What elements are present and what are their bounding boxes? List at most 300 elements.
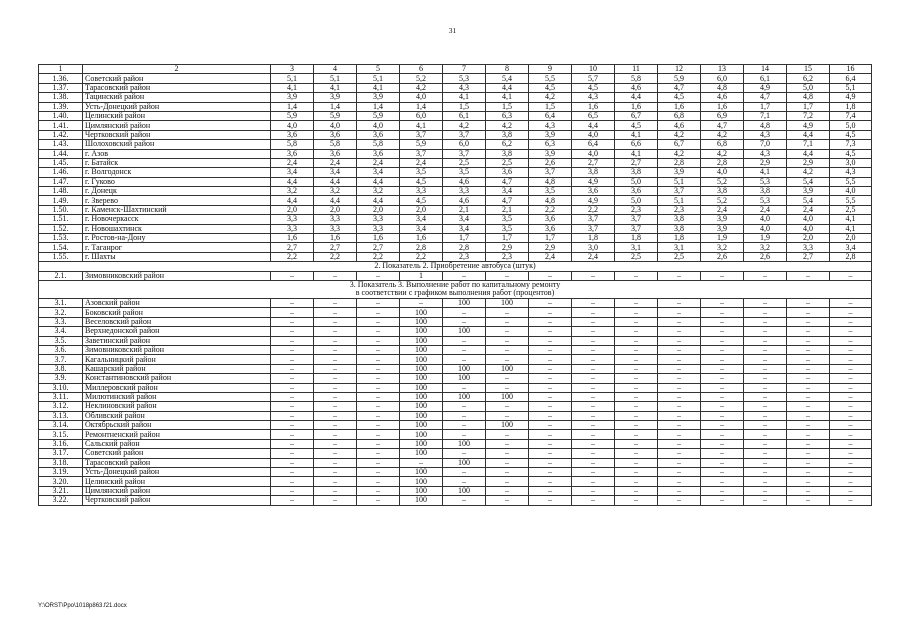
value-cell: 5,1 <box>314 74 357 83</box>
value-cell: 3,5 <box>486 224 529 233</box>
value-cell: – <box>271 430 314 439</box>
value-cell: 4,1 <box>615 149 658 158</box>
value-cell: – <box>572 298 615 307</box>
value-cell: – <box>615 430 658 439</box>
value-cell: – <box>701 364 744 373</box>
value-cell: 4,5 <box>830 149 872 158</box>
value-cell: – <box>658 477 701 486</box>
value-cell: 100 <box>400 336 443 345</box>
value-cell: – <box>486 468 529 477</box>
value-cell: 3,3 <box>271 215 314 224</box>
value-cell: – <box>271 477 314 486</box>
table-row <box>39 468 872 477</box>
value-cell: 1,8 <box>830 102 872 111</box>
territory-name-cell: Миллеровский район <box>83 383 271 392</box>
value-cell: 3,7 <box>615 215 658 224</box>
table-row <box>39 336 872 345</box>
value-cell: – <box>744 308 787 317</box>
value-cell: 3,4 <box>830 243 872 252</box>
value-cell: 4,1 <box>615 130 658 139</box>
value-cell: – <box>529 430 572 439</box>
value-cell: – <box>572 336 615 345</box>
value-cell: – <box>830 336 872 345</box>
value-cell: – <box>615 374 658 383</box>
value-cell: – <box>443 355 486 364</box>
row-number-cell: 1.52. <box>39 224 83 233</box>
value-cell: – <box>787 430 830 439</box>
value-cell: 1,7 <box>787 102 830 111</box>
value-cell: 5,9 <box>314 111 357 120</box>
table-row <box>39 83 872 92</box>
value-cell: 4,4 <box>787 130 830 139</box>
value-cell: 4,0 <box>787 224 830 233</box>
territory-name-cell: г. Батайск <box>83 158 271 167</box>
value-cell: – <box>357 468 400 477</box>
value-cell: – <box>357 421 400 430</box>
value-cell: – <box>529 411 572 420</box>
value-cell: 5,1 <box>830 83 872 92</box>
value-cell: 2,4 <box>357 158 400 167</box>
row-number-cell: 3.3. <box>39 317 83 326</box>
value-cell: 2,5 <box>443 158 486 167</box>
value-cell: – <box>830 327 872 336</box>
value-cell: 2,9 <box>744 158 787 167</box>
value-cell: 2,2 <box>572 205 615 214</box>
value-cell: – <box>787 449 830 458</box>
value-cell: 100 <box>443 458 486 467</box>
value-cell: – <box>701 439 744 448</box>
value-cell: 4,2 <box>400 83 443 92</box>
value-cell: 4,8 <box>787 93 830 102</box>
value-cell: 2,3 <box>615 205 658 214</box>
value-cell: 7,1 <box>787 140 830 149</box>
row-number-cell: 1.44. <box>39 149 83 158</box>
value-cell: – <box>787 486 830 495</box>
value-cell: – <box>529 364 572 373</box>
value-cell: – <box>357 477 400 486</box>
value-cell: 4,7 <box>744 93 787 102</box>
value-cell: 5,0 <box>787 83 830 92</box>
value-cell: 2,5 <box>486 158 529 167</box>
value-cell: 7,1 <box>744 111 787 120</box>
value-cell: 2,5 <box>658 252 701 261</box>
value-cell: 2,9 <box>787 158 830 167</box>
value-cell: – <box>701 271 744 280</box>
table-row <box>39 74 872 83</box>
value-cell: 3,8 <box>486 130 529 139</box>
value-cell: – <box>357 430 400 439</box>
value-cell: 2,0 <box>314 205 357 214</box>
value-cell: 3,5 <box>400 168 443 177</box>
value-cell: – <box>572 271 615 280</box>
value-cell: 3,3 <box>400 187 443 196</box>
value-cell: 2,4 <box>271 158 314 167</box>
value-cell: 3,9 <box>701 224 744 233</box>
value-cell: 4,5 <box>400 177 443 186</box>
territory-name-cell: Чертковский район <box>83 130 271 139</box>
value-cell: 3,5 <box>443 168 486 177</box>
value-cell: 16 <box>830 65 872 74</box>
value-cell: – <box>486 355 529 364</box>
value-cell: 5,0 <box>615 196 658 205</box>
value-cell: – <box>744 449 787 458</box>
value-cell: 5,8 <box>271 140 314 149</box>
value-cell: – <box>529 496 572 505</box>
row-number-cell: 1.37. <box>39 83 83 92</box>
value-cell: 2,7 <box>787 252 830 261</box>
value-cell: 1 <box>400 271 443 280</box>
territory-name-cell: Шолоховский район <box>83 140 271 149</box>
value-cell: 9 <box>529 65 572 74</box>
value-cell: 3,2 <box>314 187 357 196</box>
territory-name-cell: г. Донецк <box>83 187 271 196</box>
value-cell: – <box>744 402 787 411</box>
value-cell: 2,2 <box>271 252 314 261</box>
value-cell: – <box>658 411 701 420</box>
value-cell: 5,7 <box>572 74 615 83</box>
value-cell: – <box>486 486 529 495</box>
value-cell: – <box>787 298 830 307</box>
value-cell: – <box>271 355 314 364</box>
value-cell: – <box>271 345 314 354</box>
value-cell: 100 <box>400 327 443 336</box>
value-cell: 4,6 <box>443 196 486 205</box>
value-cell: – <box>744 496 787 505</box>
table-row <box>39 93 872 102</box>
value-cell: 100 <box>443 486 486 495</box>
value-cell: – <box>529 317 572 326</box>
value-cell: – <box>271 458 314 467</box>
value-cell: 3,6 <box>357 149 400 158</box>
territory-name-cell: Советский район <box>83 449 271 458</box>
value-cell: 3,7 <box>572 215 615 224</box>
value-cell: 3,2 <box>744 243 787 252</box>
value-cell: – <box>271 374 314 383</box>
table-row <box>39 327 872 336</box>
value-cell: 4,3 <box>572 93 615 102</box>
value-cell: 4,8 <box>744 121 787 130</box>
value-cell: – <box>443 345 486 354</box>
value-cell: 100 <box>443 439 486 448</box>
value-cell: 100 <box>400 486 443 495</box>
value-cell: – <box>529 421 572 430</box>
value-cell: 4,3 <box>529 121 572 130</box>
value-cell: – <box>529 477 572 486</box>
value-cell: 4,6 <box>443 177 486 186</box>
value-cell: 4,0 <box>314 121 357 130</box>
value-cell: 4,8 <box>529 196 572 205</box>
table-row <box>39 364 872 373</box>
value-cell: 5,5 <box>830 177 872 186</box>
value-cell: – <box>271 421 314 430</box>
value-cell: 1,7 <box>486 234 529 243</box>
territory-name-cell: Милютинский район <box>83 392 271 401</box>
table-row <box>39 430 872 439</box>
value-cell: 3,9 <box>787 187 830 196</box>
value-cell: – <box>787 468 830 477</box>
value-cell: 3,2 <box>271 187 314 196</box>
value-cell: 3 <box>271 65 314 74</box>
value-cell: 3,8 <box>572 168 615 177</box>
value-cell: 2,4 <box>787 205 830 214</box>
value-cell: 3,9 <box>271 93 314 102</box>
value-cell: – <box>744 298 787 307</box>
value-cell: 5,1 <box>658 177 701 186</box>
value-cell: – <box>572 421 615 430</box>
row-number-cell: 1.55. <box>39 252 83 261</box>
value-cell: 3,8 <box>744 187 787 196</box>
value-cell: 3,7 <box>400 149 443 158</box>
value-cell: 4,5 <box>830 130 872 139</box>
value-cell: 4,7 <box>701 121 744 130</box>
value-cell: 3,4 <box>486 187 529 196</box>
value-cell: – <box>271 449 314 458</box>
value-cell: 3,8 <box>486 149 529 158</box>
value-cell: 100 <box>486 298 529 307</box>
row-number-cell: 1.46. <box>39 168 83 177</box>
row-number-cell: 1.50. <box>39 205 83 214</box>
value-cell: 6,7 <box>615 111 658 120</box>
value-cell: – <box>830 468 872 477</box>
value-cell: – <box>314 439 357 448</box>
value-cell: – <box>486 327 529 336</box>
value-cell: 100 <box>400 439 443 448</box>
value-cell: – <box>529 468 572 477</box>
row-number-cell: 1.38. <box>39 93 83 102</box>
value-cell: – <box>615 439 658 448</box>
value-cell: – <box>701 430 744 439</box>
territory-name-cell: Кагальницкий район <box>83 355 271 364</box>
value-cell: 4,9 <box>572 196 615 205</box>
value-cell: – <box>701 355 744 364</box>
value-cell: – <box>615 392 658 401</box>
value-cell: 2,6 <box>529 158 572 167</box>
value-cell: – <box>830 477 872 486</box>
value-cell: – <box>830 430 872 439</box>
value-cell: – <box>701 317 744 326</box>
value-cell: – <box>572 402 615 411</box>
value-cell: 6 <box>400 65 443 74</box>
value-cell: – <box>830 392 872 401</box>
value-cell: 4,0 <box>400 93 443 102</box>
table-row <box>39 234 872 243</box>
value-cell: 4,4 <box>271 196 314 205</box>
territory-name-cell: г. Новошахтинск <box>83 224 271 233</box>
value-cell: 5,9 <box>658 74 701 83</box>
value-cell: 4,7 <box>658 83 701 92</box>
value-cell: 5,4 <box>787 196 830 205</box>
value-cell: 2,0 <box>400 205 443 214</box>
value-cell: 3,4 <box>443 215 486 224</box>
value-cell: 2,0 <box>830 234 872 243</box>
value-cell: – <box>357 317 400 326</box>
value-cell: – <box>357 439 400 448</box>
value-cell: 1,8 <box>658 234 701 243</box>
value-cell: 2,3 <box>443 252 486 261</box>
value-cell: 2,1 <box>443 205 486 214</box>
value-cell: 100 <box>486 392 529 401</box>
value-cell: 3,2 <box>357 187 400 196</box>
table-row <box>39 102 872 111</box>
value-cell: 6,7 <box>658 140 701 149</box>
value-cell: 4,1 <box>830 224 872 233</box>
value-cell: – <box>658 449 701 458</box>
value-cell: – <box>443 308 486 317</box>
value-cell: 14 <box>744 65 787 74</box>
value-cell: 4,4 <box>357 196 400 205</box>
value-cell: – <box>787 271 830 280</box>
row-number-cell: 1.47. <box>39 177 83 186</box>
row-number-cell: 3.19. <box>39 468 83 477</box>
value-cell: 4,2 <box>658 149 701 158</box>
table-row <box>39 252 872 261</box>
value-cell: – <box>744 383 787 392</box>
value-cell: 100 <box>400 496 443 505</box>
value-cell: – <box>701 477 744 486</box>
row-number-cell: 3.13. <box>39 411 83 420</box>
value-cell: – <box>486 439 529 448</box>
section-title-line: 2. Показатель 2. Приобретение автобуса (штук) <box>374 261 536 271</box>
value-cell: – <box>443 421 486 430</box>
value-cell: 2,6 <box>744 252 787 261</box>
row-number-cell: 3.6. <box>39 345 83 354</box>
value-cell: – <box>271 411 314 420</box>
territory-name-cell: Чертковский район <box>83 496 271 505</box>
value-cell: 1,6 <box>658 102 701 111</box>
value-cell: 3,9 <box>701 215 744 224</box>
value-cell: 3,4 <box>400 224 443 233</box>
value-cell: 5,3 <box>443 74 486 83</box>
value-cell: – <box>658 458 701 467</box>
value-cell: 5,9 <box>357 111 400 120</box>
row-number-cell: 1.49. <box>39 196 83 205</box>
value-cell: – <box>443 383 486 392</box>
row-number-cell: 3.9. <box>39 374 83 383</box>
value-cell: 3,7 <box>615 224 658 233</box>
territory-name-cell: г. Волгодонск <box>83 168 271 177</box>
value-cell: – <box>615 271 658 280</box>
territory-name-cell: Тарасовский район <box>83 83 271 92</box>
value-cell: 100 <box>486 421 529 430</box>
column-number-header-row <box>39 65 872 74</box>
value-cell: – <box>701 336 744 345</box>
territory-name-cell: г. Шахты <box>83 252 271 261</box>
value-cell: 4,0 <box>572 130 615 139</box>
value-cell: 4,0 <box>744 215 787 224</box>
value-cell: – <box>486 336 529 345</box>
value-cell: – <box>443 496 486 505</box>
value-cell: 3,4 <box>357 168 400 177</box>
value-cell: – <box>486 402 529 411</box>
value-cell: – <box>744 439 787 448</box>
table-row <box>39 439 872 448</box>
value-cell: – <box>357 355 400 364</box>
value-cell: 1,6 <box>572 102 615 111</box>
value-cell: 4,4 <box>572 121 615 130</box>
value-cell: 1,5 <box>486 102 529 111</box>
value-cell: – <box>486 496 529 505</box>
value-cell: 5,5 <box>830 196 872 205</box>
value-cell: 6,1 <box>443 111 486 120</box>
value-cell: – <box>572 430 615 439</box>
value-cell: 1,9 <box>701 234 744 243</box>
value-cell: 2,2 <box>314 252 357 261</box>
value-cell: 1,6 <box>271 234 314 243</box>
row-number-cell: 1.40. <box>39 111 83 120</box>
value-cell: 5 <box>357 65 400 74</box>
value-cell: 1,6 <box>701 102 744 111</box>
value-cell: 7,3 <box>830 140 872 149</box>
value-cell: 4,3 <box>744 149 787 158</box>
row-number-cell: 3.7. <box>39 355 83 364</box>
value-cell: – <box>615 355 658 364</box>
value-cell: – <box>271 496 314 505</box>
value-cell: – <box>314 430 357 439</box>
value-cell: – <box>658 327 701 336</box>
value-cell: – <box>486 477 529 486</box>
territory-name-cell: Зимовниковский район <box>83 345 271 354</box>
value-cell: 4,0 <box>271 121 314 130</box>
value-cell: 4,2 <box>443 121 486 130</box>
value-cell: – <box>658 496 701 505</box>
row-number-cell: 3.18. <box>39 458 83 467</box>
value-cell: 100 <box>400 402 443 411</box>
table-row <box>39 140 872 149</box>
table-row <box>39 421 872 430</box>
value-cell: – <box>701 411 744 420</box>
value-cell: 11 <box>615 65 658 74</box>
value-cell: 2,4 <box>400 158 443 167</box>
value-cell: 100 <box>443 327 486 336</box>
value-cell: – <box>314 336 357 345</box>
value-cell: 3,4 <box>314 168 357 177</box>
row-number-cell: 3.11. <box>39 392 83 401</box>
value-cell: 1,5 <box>529 102 572 111</box>
value-cell: 100 <box>443 392 486 401</box>
value-cell: 4,2 <box>701 149 744 158</box>
value-cell: 2,6 <box>701 252 744 261</box>
section-title-line: 3. Показатель 3. Выполнение работ по капитальному ремонту <box>349 280 561 290</box>
row-number-cell: 3.2. <box>39 308 83 317</box>
value-cell: – <box>830 439 872 448</box>
value-cell: 6,0 <box>443 140 486 149</box>
value-cell: – <box>615 477 658 486</box>
value-cell: 3,6 <box>314 130 357 139</box>
value-cell: 4 <box>314 65 357 74</box>
value-cell: 6,3 <box>529 140 572 149</box>
value-cell: 2,7 <box>357 243 400 252</box>
value-cell: 2,9 <box>529 243 572 252</box>
value-cell: – <box>443 468 486 477</box>
value-cell: 2,2 <box>357 252 400 261</box>
value-cell: – <box>443 271 486 280</box>
row-number-cell: 1 <box>39 65 83 74</box>
value-cell: – <box>529 458 572 467</box>
value-cell: – <box>443 402 486 411</box>
value-cell: – <box>744 468 787 477</box>
value-cell: – <box>701 327 744 336</box>
value-cell: 2,3 <box>658 205 701 214</box>
table-row <box>39 345 872 354</box>
value-cell: 4,9 <box>744 83 787 92</box>
value-cell: – <box>314 477 357 486</box>
value-cell: – <box>830 486 872 495</box>
value-cell: – <box>572 392 615 401</box>
value-cell: – <box>830 298 872 307</box>
value-cell: – <box>830 355 872 364</box>
value-cell: – <box>357 336 400 345</box>
value-cell: – <box>615 458 658 467</box>
